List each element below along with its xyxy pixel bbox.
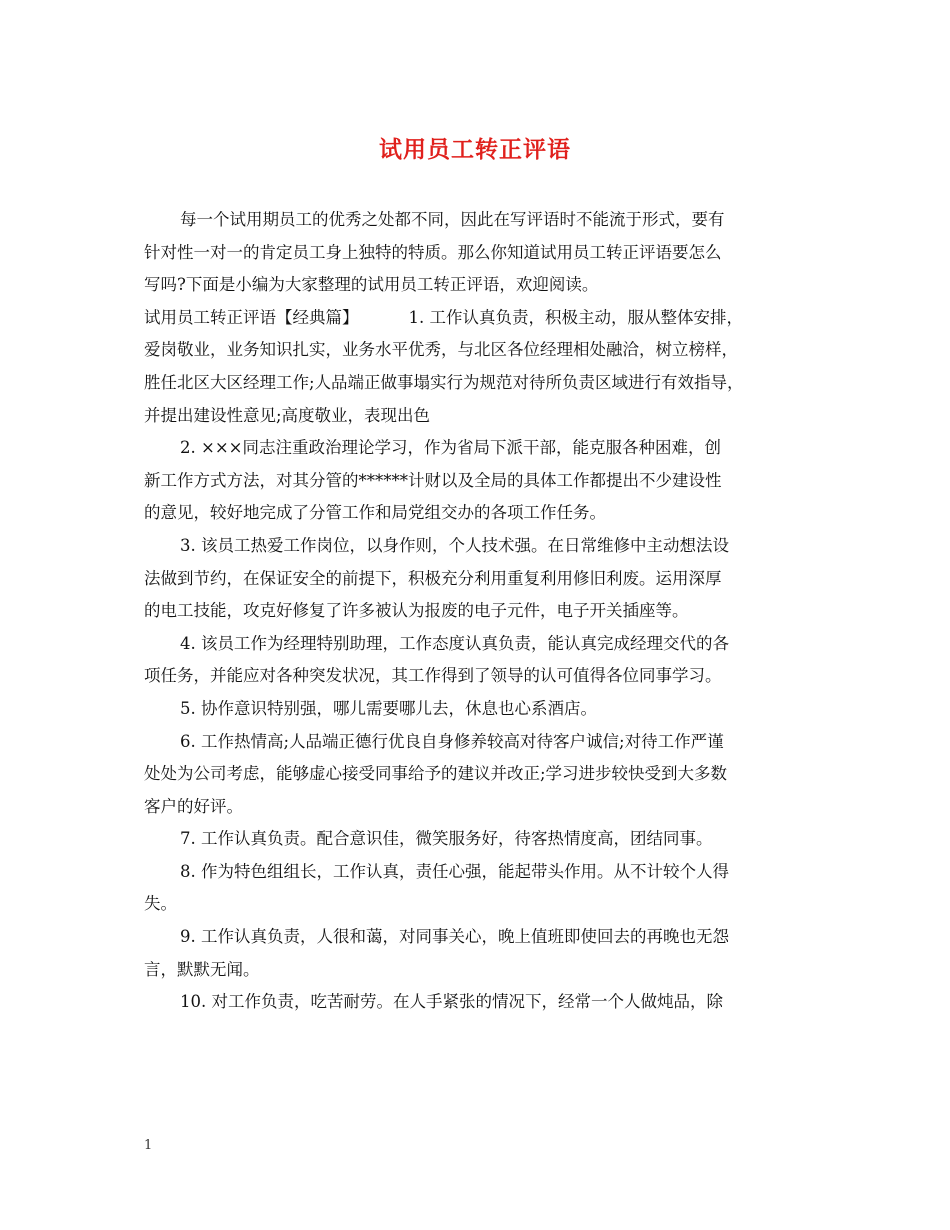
item-3-line: 的电工技能，攻克好修复了许多被认为报废的电子元件，电子开关插座等。: [144, 601, 689, 621]
item-1-line: 胜任北区大区经理工作;人品端正做事塌实行为规范对待所负责区域进行有效指导，: [144, 372, 744, 392]
item-3-line: 法做到节约，在保证安全的前提下，积极充分利用重复利用修旧利废。运用深厚: [144, 568, 722, 588]
item-9-first-line: 9. 工作认真负责，人很和蔼，对同事关心，晚上值班即使回去的再晚也无怨: [180, 927, 729, 947]
item-4-line: 项任务，并能应对各种突发状况，其工作得到了领导的认可值得各位同事学习。: [144, 666, 722, 686]
item-8-first-line: 8. 作为特色组组长，工作认真，责任心强，能起带头作用。从不计较个人得: [180, 861, 729, 881]
document-body: [144, 204, 812, 1019]
item-1-first-line: 1. 工作认真负责，积极主动，服从整体安排，: [408, 307, 743, 327]
item-5-first-line: 5. 协作意识特别强，哪儿需要哪儿去，休息也心系酒店。: [180, 698, 597, 718]
item-7-first-line: 7. 工作认真负责。配合意识佳，微笑服务好，待客热情度高，团结同事。: [180, 829, 713, 849]
item-2-first-line: 2. ×××同志注重政治理论学习，作为省局下派干部，能克服各种困难，创: [180, 438, 721, 458]
item-2-line: 的意见，较好地完成了分管工作和局党组交办的各项工作任务。: [144, 503, 606, 523]
item-2-line: 新工作方式方法，对其分管的******计财以及全局的具体工作都提出不少建设性: [144, 470, 722, 490]
item-3-first-line: 3. 该员工热爱工作岗位，以身作则，个人技术强。在日常维修中主动想法设: [180, 535, 729, 555]
item-6-first-line: 6. 工作热情高;人品端正德行优良自身修养较高对待客户诚信;对待工作严谨: [180, 731, 724, 751]
item-6-line: 客户的好评。: [144, 796, 243, 816]
item-1-line: 爱岗敬业，业务知识扎实，业务水平优秀，与北区各位经理相处融洽，树立榜样，: [144, 340, 738, 360]
item-8-line: 失。: [144, 894, 177, 914]
document-title: 试用员工转正评语: [379, 136, 571, 163]
item-6-line: 处处为公司考虑，能够虚心接受同事给予的建议并改正;学习进步较快受到大多数: [144, 764, 728, 784]
section-heading: 试用员工转正评语【经典篇】: [144, 307, 359, 327]
intro-line: 写吗?下面是小编为大家整理的试用员工转正评语，欢迎阅读。: [144, 275, 599, 295]
item-9-line: 言，默默无闻。: [144, 959, 260, 979]
section-heading-line: [144, 302, 812, 335]
intro-line: 针对性一对一的肯定员工身上独特的特质。那么你知道试用员工转正评语要怎么: [144, 242, 722, 262]
intro-line: 每一个试用期员工的优秀之处都不同，因此在写评语时不能流于形式，要有: [180, 210, 725, 229]
item-1-line: 并提出建设性意见;高度敬业，表现出色: [144, 405, 431, 425]
item-4-first-line: 4. 该员工作为经理特别助理，工作态度认真负责，能认真完成经理交代的各: [180, 633, 729, 653]
page-number: 1: [144, 1138, 153, 1153]
item-10-first-line: 10. 对工作负责，吃苦耐劳。在人手紧张的情况下，经常一个人做炖品，除: [180, 992, 723, 1012]
